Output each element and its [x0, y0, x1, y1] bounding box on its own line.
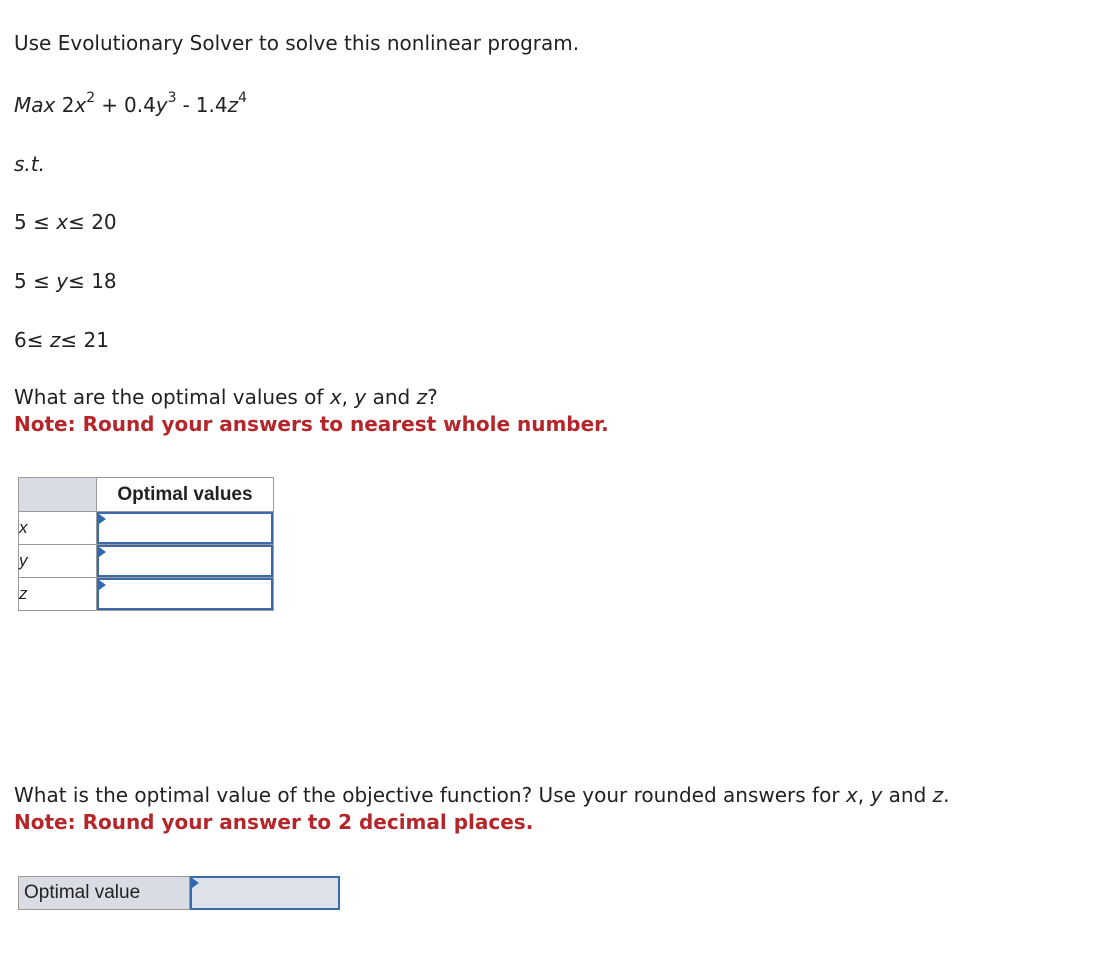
constraint-x [14, 210, 117, 234]
table-row [19, 578, 274, 611]
optimal-value-label: Optimal value [18, 876, 190, 910]
optimal-value-input[interactable] [190, 876, 340, 910]
row-label-z: z [19, 578, 97, 611]
term2-coef: 0.4 [123, 93, 156, 117]
optimal-values-table [18, 477, 274, 611]
table-row [19, 512, 274, 545]
separator: and [366, 385, 417, 409]
constraint-upper: 18 [91, 269, 117, 293]
var-y: y [354, 385, 367, 409]
answer-cell-x[interactable] [97, 512, 274, 545]
question-objective-value [14, 783, 950, 807]
constraint-lower: 5 [14, 269, 27, 293]
leq-sign: ≤ [26, 328, 44, 352]
var-z: z [932, 783, 944, 807]
term1-coef: 2 [61, 93, 75, 117]
question-suffix: . [943, 783, 950, 807]
subject-to-label: s.t. [14, 152, 45, 176]
var-x: x [329, 385, 342, 409]
minus-sign: - [182, 93, 190, 117]
constraint-upper: 20 [91, 210, 117, 234]
plus-sign: + [101, 93, 118, 117]
term3-exp: 4 [238, 90, 248, 107]
answer-input-y[interactable] [97, 545, 273, 577]
rounding-note: Note: Round your answers to nearest whole number. [14, 412, 609, 436]
separator: and [882, 783, 933, 807]
term1-exp: 2 [86, 90, 96, 107]
optimal-value-cell[interactable] [190, 876, 340, 910]
column-header: Optimal values [97, 478, 274, 512]
question-text: What are the optimal values of [14, 385, 330, 409]
instruction-text: Use Evolutionary Solver to solve this nonlinear program. [14, 31, 580, 55]
var-x: x [845, 783, 858, 807]
answer-input-x[interactable] [97, 512, 273, 544]
term3-var: z [227, 93, 239, 117]
leq-sign: ≤ [60, 328, 78, 352]
row-label-x: x [19, 512, 97, 545]
answer-cell-z[interactable] [97, 578, 274, 611]
leq-sign: ≤ [68, 269, 85, 293]
max-label: Max [14, 93, 56, 117]
term1-var: x [74, 93, 87, 117]
constraint-var: y [56, 269, 69, 293]
constraint-var: x [56, 210, 69, 234]
separator: , [857, 783, 871, 807]
var-z: z [416, 385, 428, 409]
leq-sign: ≤ [68, 210, 85, 234]
table-corner-cell [19, 478, 97, 512]
answer-cell-y[interactable] [97, 545, 274, 578]
constraint-z [14, 328, 109, 352]
table-row [19, 545, 274, 578]
constraint-var: z [49, 328, 61, 352]
term3-coef: 1.4 [195, 93, 228, 117]
question-suffix: ? [427, 385, 438, 409]
leq-sign: ≤ [33, 210, 50, 234]
question-optimal-values [14, 385, 438, 409]
constraint-lower: 5 [14, 210, 27, 234]
var-y: y [870, 783, 883, 807]
table-header-row [19, 478, 274, 512]
constraint-y [14, 269, 117, 293]
constraint-lower: 6 [14, 328, 27, 352]
leq-sign: ≤ [33, 269, 50, 293]
term2-var: y [155, 93, 168, 117]
question-text: What is the optimal value of the objective function? Use your rounded answers for [14, 783, 846, 807]
rounding-note-2: Note: Round your answer to 2 decimal places. [14, 810, 534, 834]
term2-exp: 3 [167, 90, 177, 107]
objective-function [14, 90, 248, 117]
answer-input-z[interactable] [97, 578, 273, 610]
separator: , [341, 385, 355, 409]
constraint-upper: 21 [83, 328, 109, 352]
row-label-y: y [19, 545, 97, 578]
